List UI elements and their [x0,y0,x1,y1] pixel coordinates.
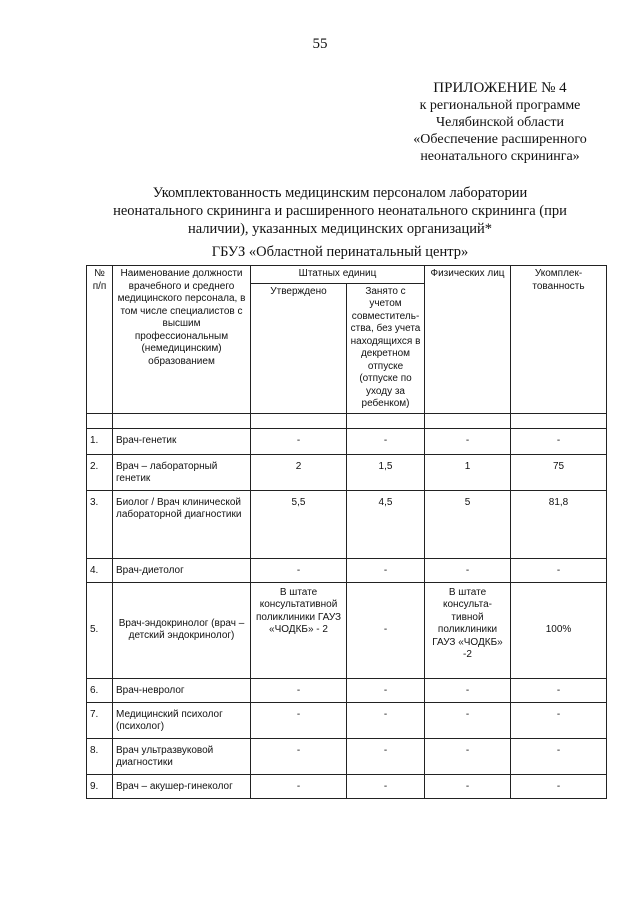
cell-approved: 5,5 [251,490,347,558]
table-row [87,678,607,702]
table-row [87,428,607,454]
cell-approved: 2 [251,454,347,490]
appendix-line: Челябинской области [436,115,564,130]
cell-staffing: 100% [511,582,607,678]
cell-physical: - [425,678,511,702]
appendix-title: ПРИЛОЖЕНИЕ № 4 [433,80,567,96]
cell-staffing: 75 [511,454,607,490]
cell-staffing: - [511,702,607,738]
page-number: 55 [312,36,328,52]
cell-num: 2. [87,454,113,490]
cell-num: 5. [87,582,113,678]
table-row [87,454,607,490]
header-staff-units: Штатных единиц [251,266,425,284]
cell-physical: - [425,558,511,582]
cell-position: Биолог / Врач клинической лабораторной диагностики [113,490,251,558]
cell-approved: - [251,558,347,582]
cell-approved: - [251,702,347,738]
cell-occupied: - [347,774,425,798]
cell-approved: В штате консультативной поликлиники ГАУЗ «ЧОДКБ» - 2 [251,582,347,678]
cell-physical: 1 [425,454,511,490]
cell-approved: - [251,738,347,774]
cell-position: Врач – акушер-гинеколог [113,774,251,798]
cell-occupied: - [347,738,425,774]
cell-staffing: - [511,774,607,798]
heading-line: наличии), указанных медицинских организаций* [187,221,493,237]
spacer-row [87,413,607,428]
cell-position: Врач-невролог [113,678,251,702]
table-row [87,558,607,582]
cell-physical: - [425,774,511,798]
cell-approved: - [251,428,347,454]
cell-physical: - [425,702,511,738]
cell-occupied: - [347,702,425,738]
cell-num: 7. [87,702,113,738]
cell-physical: - [425,428,511,454]
cell-physical: В штате консульта-тивной поликлиники ГАУЗ «ЧОДКБ» -2 [425,582,511,678]
cell-num: 6. [87,678,113,702]
appendix-line: «Обеспечение расширенного [413,132,587,147]
cell-num: 8. [87,738,113,774]
cell-approved: - [251,774,347,798]
appendix-block [380,80,620,165]
organization-name: ГБУЗ «Областной перинатальный центр» [211,244,469,260]
cell-position: Медицинский психолог (психолог) [113,702,251,738]
cell-occupied: - [347,428,425,454]
cell-physical: 5 [425,490,511,558]
cell-staffing: - [511,678,607,702]
table-row [87,774,607,798]
cell-occupied: - [347,678,425,702]
cell-num: 3. [87,490,113,558]
cell-staffing: - [511,738,607,774]
header-num: № п/п [87,266,113,414]
cell-position: Врач – лабораторный генетик [113,454,251,490]
header-occupied: Занято с учетом совместитель-ства, без учета находящихся в декретном отпуске (отпуске по уходу за ребенком) [347,283,425,413]
cell-position: Врач-эндокринолог (врач – детский эндокринолог) [113,582,251,678]
table-row [87,490,607,558]
table-row [87,582,607,678]
cell-num: 4. [87,558,113,582]
header-position: Наименование должности врачебного и среднего медицинского персонала, в том числе специалистов с высшим профессиональным (немедицинским) образованием [113,266,251,414]
cell-physical: - [425,738,511,774]
cell-staffing: - [511,558,607,582]
table-row [87,738,607,774]
cell-occupied: - [347,558,425,582]
staffing-table [86,265,607,799]
cell-approved: - [251,678,347,702]
cell-num: 1. [87,428,113,454]
document-heading [80,184,600,238]
cell-staffing: - [511,428,607,454]
cell-occupied: - [347,582,425,678]
appendix-line: к региональной программе [419,98,581,113]
cell-position: Врач ультразвуковой диагностики [113,738,251,774]
cell-occupied: 1,5 [347,454,425,490]
appendix-line: неонатального скрининга» [420,149,580,164]
cell-position: Врач-диетолог [113,558,251,582]
header-approved: Утверждено [251,283,347,413]
header-physical-persons: Физических лиц [425,266,511,414]
heading-line: Укомплектованность медицинским персоналом лаборатории [152,185,528,201]
table-row [87,702,607,738]
cell-occupied: 4,5 [347,490,425,558]
cell-staffing: 81,8 [511,490,607,558]
heading-line: неонатального скрининга и расширенного неонатального скрининга (при [113,203,567,219]
header-staffing-level: Укомплек-тованность [511,266,607,414]
cell-position: Врач-генетик [113,428,251,454]
cell-num: 9. [87,774,113,798]
